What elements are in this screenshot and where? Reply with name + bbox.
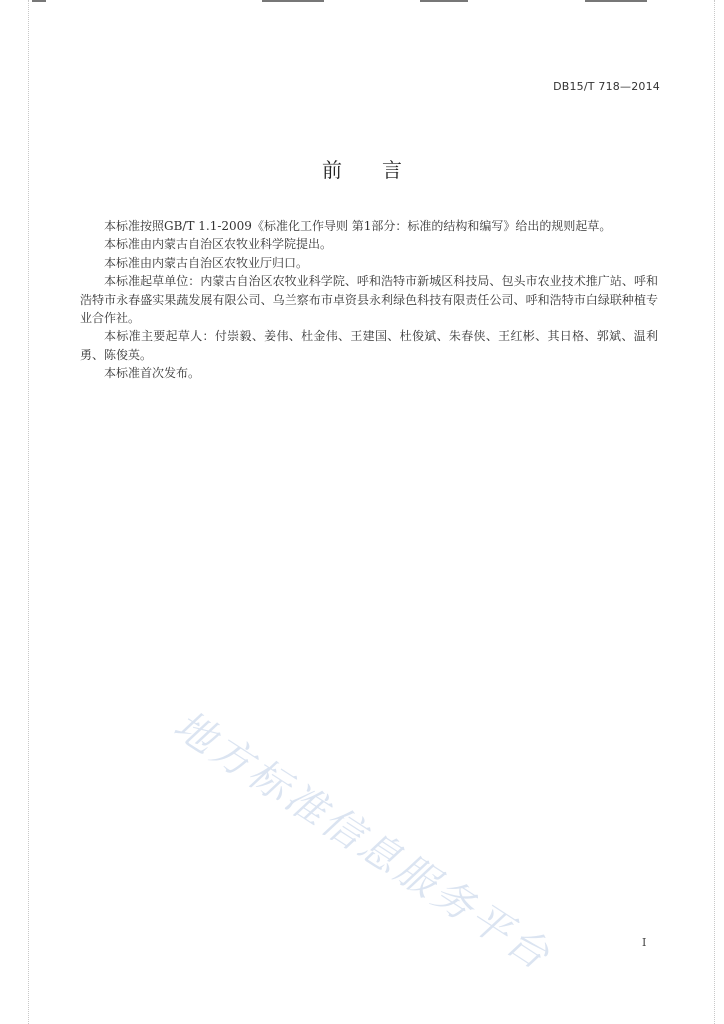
scan-edge-mark <box>32 0 46 2</box>
page-number: I <box>642 936 647 949</box>
paragraph-proposed-by: 本标准由内蒙古自治区农牧业科学院提出。 <box>104 237 333 252</box>
preface-body <box>80 217 658 383</box>
scan-edge-mark <box>262 0 324 2</box>
scan-edge-mark <box>585 0 647 2</box>
scan-edge-mark <box>420 0 468 2</box>
standard-code: DB15/T 718—2014 <box>553 80 660 93</box>
watermark-text: 地方标准信息服务平台 <box>165 702 560 981</box>
paragraph-first-release: 本标准首次发布。 <box>104 366 201 381</box>
paragraph-drafting-units: 本标准起草单位：内蒙古自治区农牧业科学院、呼和浩特市新城区科技局、包头市农业技术推广站、呼和浩特市永春盛实果蔬发展有限公司、乌兰察布市卓资县永利绿色科技有限责任公司、呼和浩特市白绿联种植专业合作社。 <box>80 274 658 326</box>
paragraph-drafters: 本标准主要起草人：付崇毅、姜伟、杜金伟、王建国、杜俊斌、朱春侠、王红彬、其日格、郭斌、温利勇、陈俊英。 <box>80 329 658 362</box>
page-title <box>0 154 724 183</box>
title-char: 前 <box>322 158 342 182</box>
title-char: 言 <box>382 158 402 182</box>
paragraph-centralized-by: 本标准由内蒙古自治区农牧业厅归口。 <box>104 255 309 270</box>
paragraph-drafting-rules: 本标准按照GB/T 1.1-2009《标准化工作导则 第1部分：标准的结构和编写》给出的规则起草。 <box>104 219 612 233</box>
